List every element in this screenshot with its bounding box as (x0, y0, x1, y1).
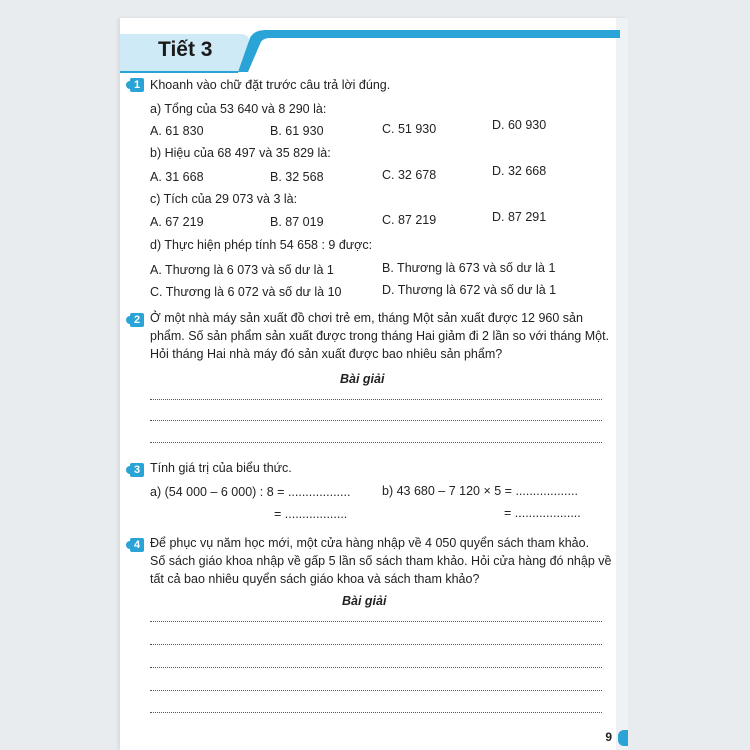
q1a-question: a) Tổng của 53 640 và 8 290 là: (150, 102, 327, 116)
q1b-option-d[interactable]: D. 32 668 (492, 164, 547, 178)
q2-solution-heading: Bài giải (340, 372, 385, 386)
q4-text-line: Số sách giáo khoa nhập về gấp 5 lần số sách tham khảo. Hỏi cửa hàng đó nhập về (150, 554, 612, 568)
q2-text-line: Hỏi tháng Hai nhà máy đó sản xuất được bao nhiêu sản phẩm? (150, 347, 503, 361)
q1d-option-c[interactable]: C. Thương là 6 072 và số dư là 10 (150, 285, 342, 299)
q1c-option-c[interactable]: C. 87 219 (382, 213, 437, 227)
q1c-option-b[interactable]: B. 87 019 (270, 215, 324, 229)
question-number-badge: 2 (130, 313, 144, 327)
q3-instruction: Tính giá trị của biểu thức. (150, 461, 292, 475)
q3b-line2[interactable]: = ................... (504, 506, 581, 520)
page-number: 9 (605, 730, 612, 744)
q1c-option-a[interactable]: A. 67 219 (150, 215, 204, 229)
q2-text-line: Ở một nhà máy sản xuất đồ chơi trẻ em, tháng Một sản xuất được 12 960 sản (150, 311, 583, 325)
q1d-question: d) Thực hiện phép tính 54 658 : 9 được: (150, 238, 373, 252)
q1a-option-c[interactable]: C. 51 930 (382, 122, 437, 136)
answer-line[interactable] (150, 644, 602, 645)
workbook-page (120, 18, 628, 750)
q1c-question: c) Tích của 29 073 và 3 là: (150, 192, 298, 206)
q1d-option-a[interactable]: A. Thương là 6 073 và số dư là 1 (150, 263, 334, 277)
answer-line[interactable] (150, 420, 602, 421)
lesson-banner (120, 24, 620, 80)
answer-line[interactable] (150, 690, 602, 691)
q2-text-line: phẩm. Số sản phẩm sản xuất được trong tháng Hai giảm đi 2 lần so với tháng Một. (150, 329, 610, 343)
question-number-badge: 3 (130, 463, 144, 477)
answer-line[interactable] (150, 621, 602, 622)
question-number-badge: 4 (130, 538, 144, 552)
q1a-option-b[interactable]: B. 61 930 (270, 124, 324, 138)
q1d-option-b[interactable]: B. Thương là 673 và số dư là 1 (382, 261, 556, 275)
answer-line[interactable] (150, 667, 602, 668)
lesson-title: Tiết 3 (158, 38, 213, 61)
q4-solution-heading: Bài giải (342, 594, 387, 608)
q1a-option-d[interactable]: D. 60 930 (492, 118, 547, 132)
q1-instruction: Khoanh vào chữ đặt trước câu trả lời đúng. (150, 78, 391, 92)
q3b-line1[interactable]: b) 43 680 – 7 120 × 5 = .................. (382, 484, 578, 498)
answer-line[interactable] (150, 712, 602, 713)
page-tab-marker (618, 730, 628, 746)
q1b-option-b[interactable]: B. 32 568 (270, 170, 324, 184)
q1b-option-a[interactable]: A. 31 668 (150, 170, 204, 184)
q4-text-line: Để phục vụ năm học mới, một cửa hàng nhập về 4 050 quyển sách tham khảo. (150, 536, 590, 550)
q1d-option-d[interactable]: D. Thương là 672 và số dư là 1 (382, 283, 557, 297)
answer-line[interactable] (150, 399, 602, 400)
q1a-option-a[interactable]: A. 61 830 (150, 124, 204, 138)
facing-page-edge (616, 18, 628, 750)
q1b-option-c[interactable]: C. 32 678 (382, 168, 437, 182)
q1b-question: b) Hiệu của 68 497 và 35 829 là: (150, 146, 331, 160)
q3a-line2[interactable]: = .................. (274, 507, 348, 521)
q1c-option-d[interactable]: D. 87 291 (492, 210, 547, 224)
q4-text-line: tất cả bao nhiêu quyển sách giáo khoa và sách tham khảo? (150, 572, 480, 586)
answer-line[interactable] (150, 442, 602, 443)
question-number-badge: 1 (130, 78, 144, 92)
q3a-line1[interactable]: a) (54 000 – 6 000) : 8 = .................. (150, 485, 351, 499)
